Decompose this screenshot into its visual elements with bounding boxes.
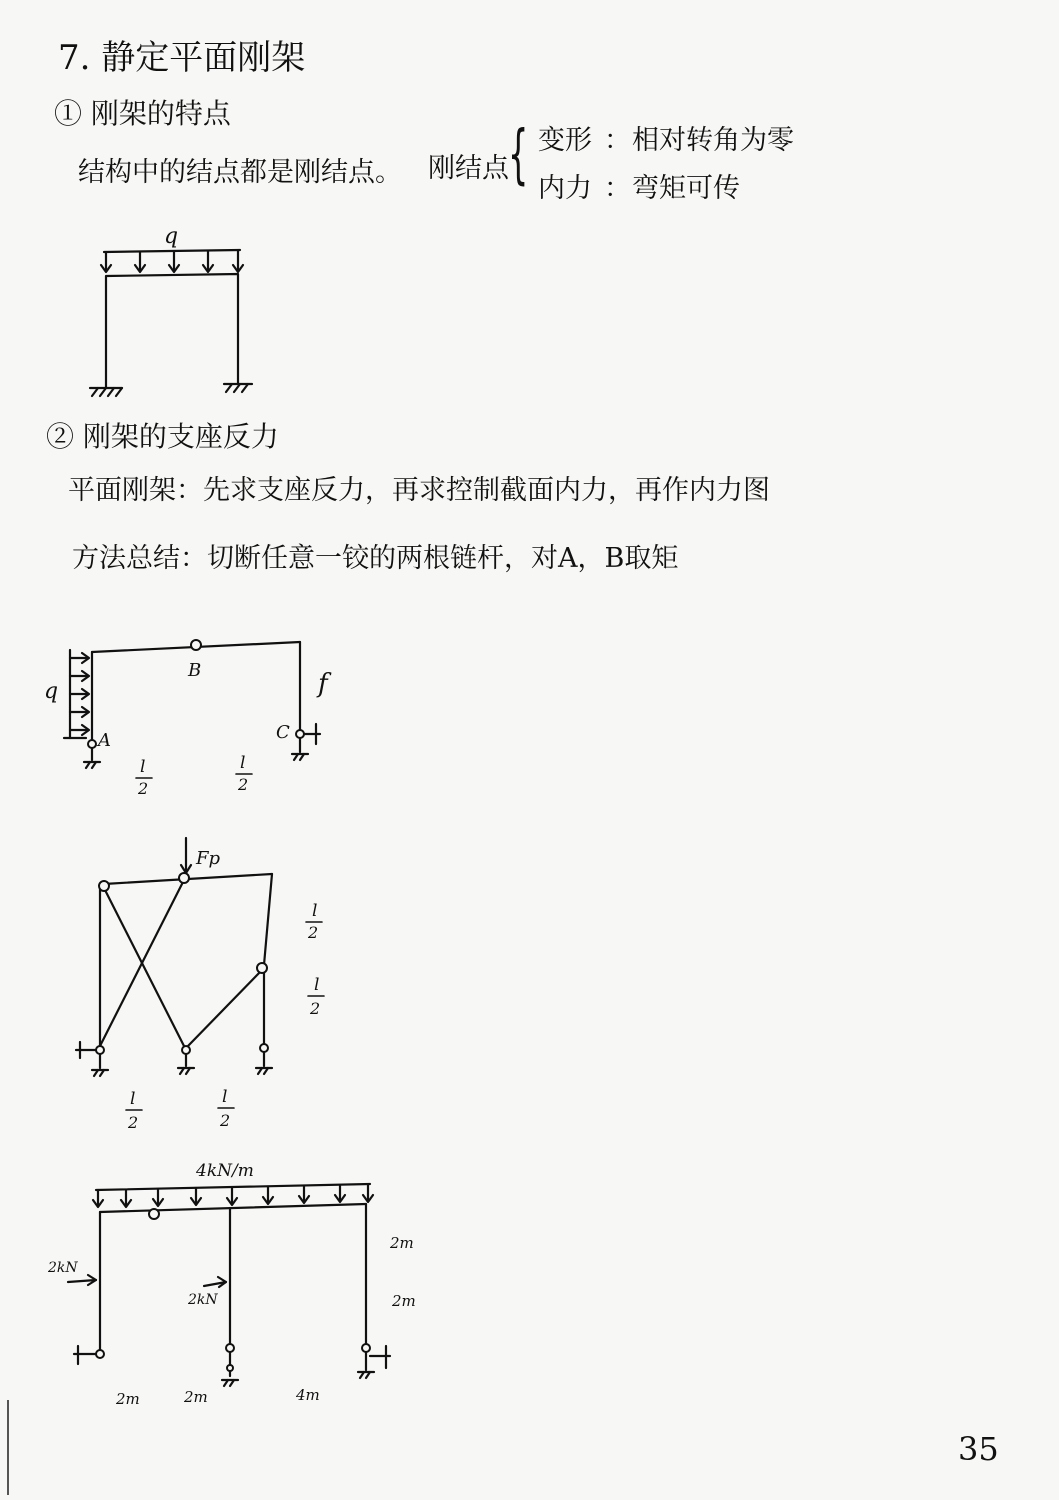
procedure-text: 平面刚架：先求支座反力，再求控制截面内力，再作内力图: [68, 475, 770, 506]
figure4-span2: 2m: [184, 1388, 208, 1406]
svg-text:2: 2: [238, 775, 249, 794]
label-c: C: [276, 722, 290, 743]
subsection1-title: ① 刚架的特点: [54, 97, 231, 130]
pin-support-middle-icon: [222, 1344, 238, 1386]
figure3-load-label: Fp: [196, 848, 221, 869]
subsection2-title: ② 刚架的支座反力: [46, 420, 279, 453]
rigid-frame-definition: 结构中的结点都是刚结点。: [78, 157, 402, 188]
label-f: f: [318, 669, 328, 699]
figure4-mid-force-label: 2kN: [188, 1292, 218, 1308]
property-sep: ：: [604, 173, 631, 204]
method-summary-text: 方法总结：切断任意一铰的两根链杆，对A，B取矩: [72, 543, 679, 574]
svg-text:2: 2: [310, 999, 321, 1018]
figure4-span3: 4m: [296, 1386, 320, 1404]
figure4-height-top: 2m: [390, 1234, 414, 1252]
figure2-load-label: q: [44, 679, 59, 704]
property-desc: 弯矩可传: [632, 173, 740, 204]
page-edge-line: [7, 1400, 9, 1495]
property-desc: 相对转角为零: [632, 125, 794, 156]
label-b: B: [188, 660, 202, 681]
figure1-load-label: q: [164, 224, 179, 249]
svg-text:l: l: [222, 1087, 228, 1107]
svg-text:2: 2: [138, 779, 149, 798]
figure4-dist-load-label: 4kN/m: [196, 1161, 254, 1181]
pin-support-right-icon: [358, 1344, 390, 1378]
svg-text:l: l: [130, 1089, 136, 1109]
svg-text:l: l: [314, 975, 320, 995]
svg-text:l: l: [312, 901, 318, 921]
figure4-height-bottom: 2m: [392, 1292, 416, 1310]
section-title: 7. 静定平面刚架: [58, 38, 306, 78]
rigid-joint-label: 刚结点: [428, 153, 509, 184]
label-a: A: [98, 730, 111, 751]
page-number: 35: [958, 1430, 999, 1468]
svg-text:l: l: [140, 757, 146, 777]
property-name: 变形: [538, 125, 592, 156]
property-name: 内力: [538, 173, 592, 204]
hinge-icon: [149, 1209, 159, 1219]
figure4-left-force-label: 2kN: [48, 1260, 78, 1276]
svg-text:2: 2: [128, 1113, 139, 1132]
svg-text:2: 2: [220, 1111, 231, 1130]
svg-text:l: l: [240, 753, 246, 773]
figure4-span1: 2m: [116, 1390, 140, 1408]
property-sep: ：: [604, 125, 631, 156]
svg-text:2: 2: [308, 923, 319, 942]
brace-icon: {: [508, 118, 529, 192]
